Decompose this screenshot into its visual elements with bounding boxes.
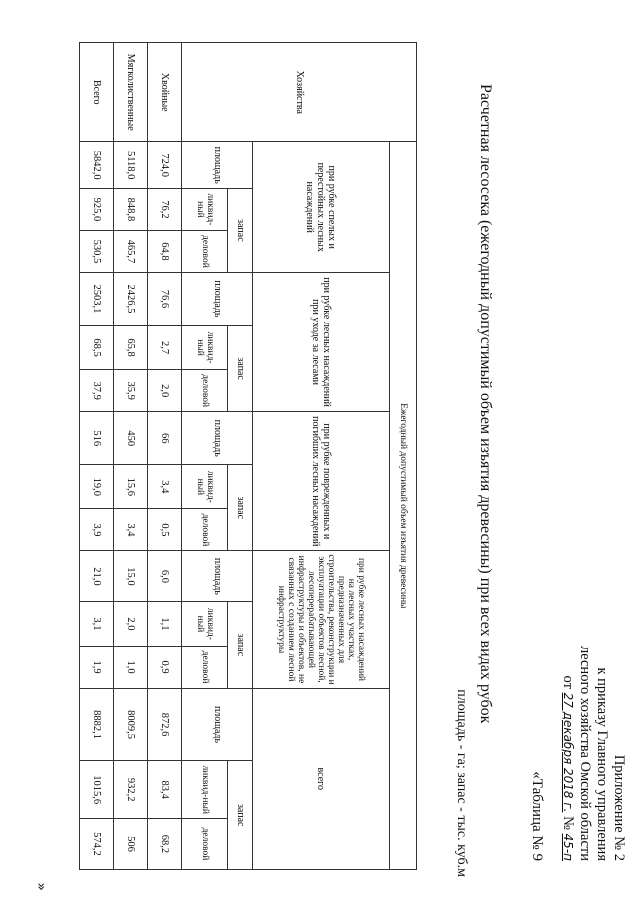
table-cell: 1015,6 — [80, 761, 114, 818]
table-cell: 2,7 — [148, 325, 182, 369]
table-cell: 35,9 — [114, 370, 148, 412]
table-cell: 872,6 — [148, 688, 182, 761]
sub-area: площадь — [182, 551, 253, 602]
number-prefix: № — [560, 816, 576, 830]
table-cell: 5842,0 — [80, 142, 114, 188]
table-cell: 925,0 — [80, 188, 114, 230]
table-cell: 64,8 — [148, 230, 182, 272]
table-cell: 68,5 — [80, 325, 114, 369]
sub-liquid: ликвид-ный — [182, 465, 228, 509]
units-note: площадь - га; запас - тыс. куб.м — [454, 689, 469, 877]
table-cell: 76,2 — [148, 188, 182, 230]
table-cell: 0,9 — [148, 646, 182, 688]
sub-stock: запас — [228, 761, 253, 870]
handwritten-date: 27 декабря 2018 г. — [561, 692, 575, 813]
table-cell: 1,1 — [148, 602, 182, 646]
sub-liquid: ликвид-ный — [182, 602, 228, 646]
appendix-org: лесного хозяйства Омской области — [577, 645, 593, 861]
table-cell: 1,0 — [114, 646, 148, 688]
group-1-label: при рубке спелых и перестойных лесных насаждений — [253, 142, 390, 272]
sub-liquid: ликвид-ный — [182, 188, 228, 230]
table-cell: 1,9 — [80, 646, 114, 688]
table-cell: 2503,1 — [80, 272, 114, 325]
table-cell: 724,0 — [148, 142, 182, 188]
sub-business: деловой — [182, 818, 228, 869]
appendix-order-ref: к приказу Главного управления — [594, 667, 610, 861]
table-row — [148, 43, 182, 870]
table-number: «Таблица № 9 — [529, 771, 545, 861]
sub-area: площадь — [182, 142, 253, 188]
table-cell: 450 — [114, 412, 148, 465]
table-cell: 516 — [80, 412, 114, 465]
table-cell: 76,6 — [148, 272, 182, 325]
sub-stock: запас — [228, 465, 253, 551]
appendix-title: Приложение № 2 — [611, 754, 627, 861]
sub-liquid: ликвид-ный — [182, 325, 228, 369]
table-cell: 83,4 — [148, 761, 182, 818]
table-cell: 2426,5 — [114, 272, 148, 325]
table-cell: 19,0 — [80, 465, 114, 509]
table-cell: 8009,5 — [114, 688, 148, 761]
group-2-label: при рубке лесных насаждений при уходе за лесами — [253, 272, 390, 411]
row-farm-label: Мягколиственные — [114, 43, 148, 142]
row-farm-label: Хвойные — [148, 43, 182, 142]
document-title: Расчетная лесосека (ежегодный допустимый объем изъятия древесины) при всех видах рубок — [477, 84, 494, 724]
table-cell: 65,8 — [114, 325, 148, 369]
group-5-label: всего — [253, 688, 390, 869]
table-body — [80, 43, 182, 870]
row-farm-label: Всего — [80, 43, 114, 142]
handwritten-number: 45-п — [561, 833, 575, 861]
table-row — [80, 43, 114, 870]
table-cell: 6,0 — [148, 551, 182, 602]
group-3-label: при рубке поврежденных и погибших лесных насаждений — [253, 412, 390, 551]
table-cell: 3,4 — [114, 509, 148, 551]
table-cell: 2,0 — [114, 602, 148, 646]
table-cell: 68,2 — [148, 818, 182, 869]
group-4-label: при рубке лесных насаждений на лесных участках, предназначенных для строительства, реконструкции и эксплуатации объектов лесной, лесоперерабатывающей инфраструктуры и объектов, не связанных с созданием лесной инфраструктуры — [253, 551, 390, 688]
table-cell: 8882,1 — [80, 688, 114, 761]
table-cell: 932,2 — [114, 761, 148, 818]
sub-liquid: ликвид-ный — [182, 761, 228, 818]
table-cell: 506 — [114, 818, 148, 869]
table-cell: 3,1 — [80, 602, 114, 646]
table-cell: 848,8 — [114, 188, 148, 230]
closing-quote: » — [33, 882, 49, 891]
date-prefix: от — [560, 675, 576, 689]
sub-area: площадь — [182, 412, 253, 465]
sub-area: площадь — [182, 688, 253, 761]
table-row — [114, 43, 148, 870]
table-cell: 37,9 — [80, 370, 114, 412]
table-cell: 3,4 — [148, 465, 182, 509]
table-cell: 15,6 — [114, 465, 148, 509]
sub-business: деловой — [182, 509, 228, 551]
data-table — [79, 42, 417, 870]
sub-business: деловой — [182, 230, 228, 272]
table-cell: 465,7 — [114, 230, 148, 272]
table-cell: 5118,0 — [114, 142, 148, 188]
table-cell: 66 — [148, 412, 182, 465]
sub-stock: запас — [228, 325, 253, 411]
table-cell: 0,5 — [148, 509, 182, 551]
table-cell: 3,9 — [80, 509, 114, 551]
table-cell: 574,2 — [80, 818, 114, 869]
header-group: Ежегодный допустимый объем изъятия древесины — [389, 142, 416, 870]
sub-business: деловой — [182, 646, 228, 688]
appendix-date-line — [559, 676, 576, 861]
table-cell: 21,0 — [80, 551, 114, 602]
table-cell: 530,5 — [80, 230, 114, 272]
sub-stock: запас — [228, 188, 253, 272]
sub-stock: запас — [228, 602, 253, 688]
header-farm: Хозяйства — [182, 43, 417, 142]
table-cell: 15,0 — [114, 551, 148, 602]
sub-business: деловой — [182, 370, 228, 412]
sub-area: площадь — [182, 272, 253, 325]
table-cell: 2,0 — [148, 370, 182, 412]
